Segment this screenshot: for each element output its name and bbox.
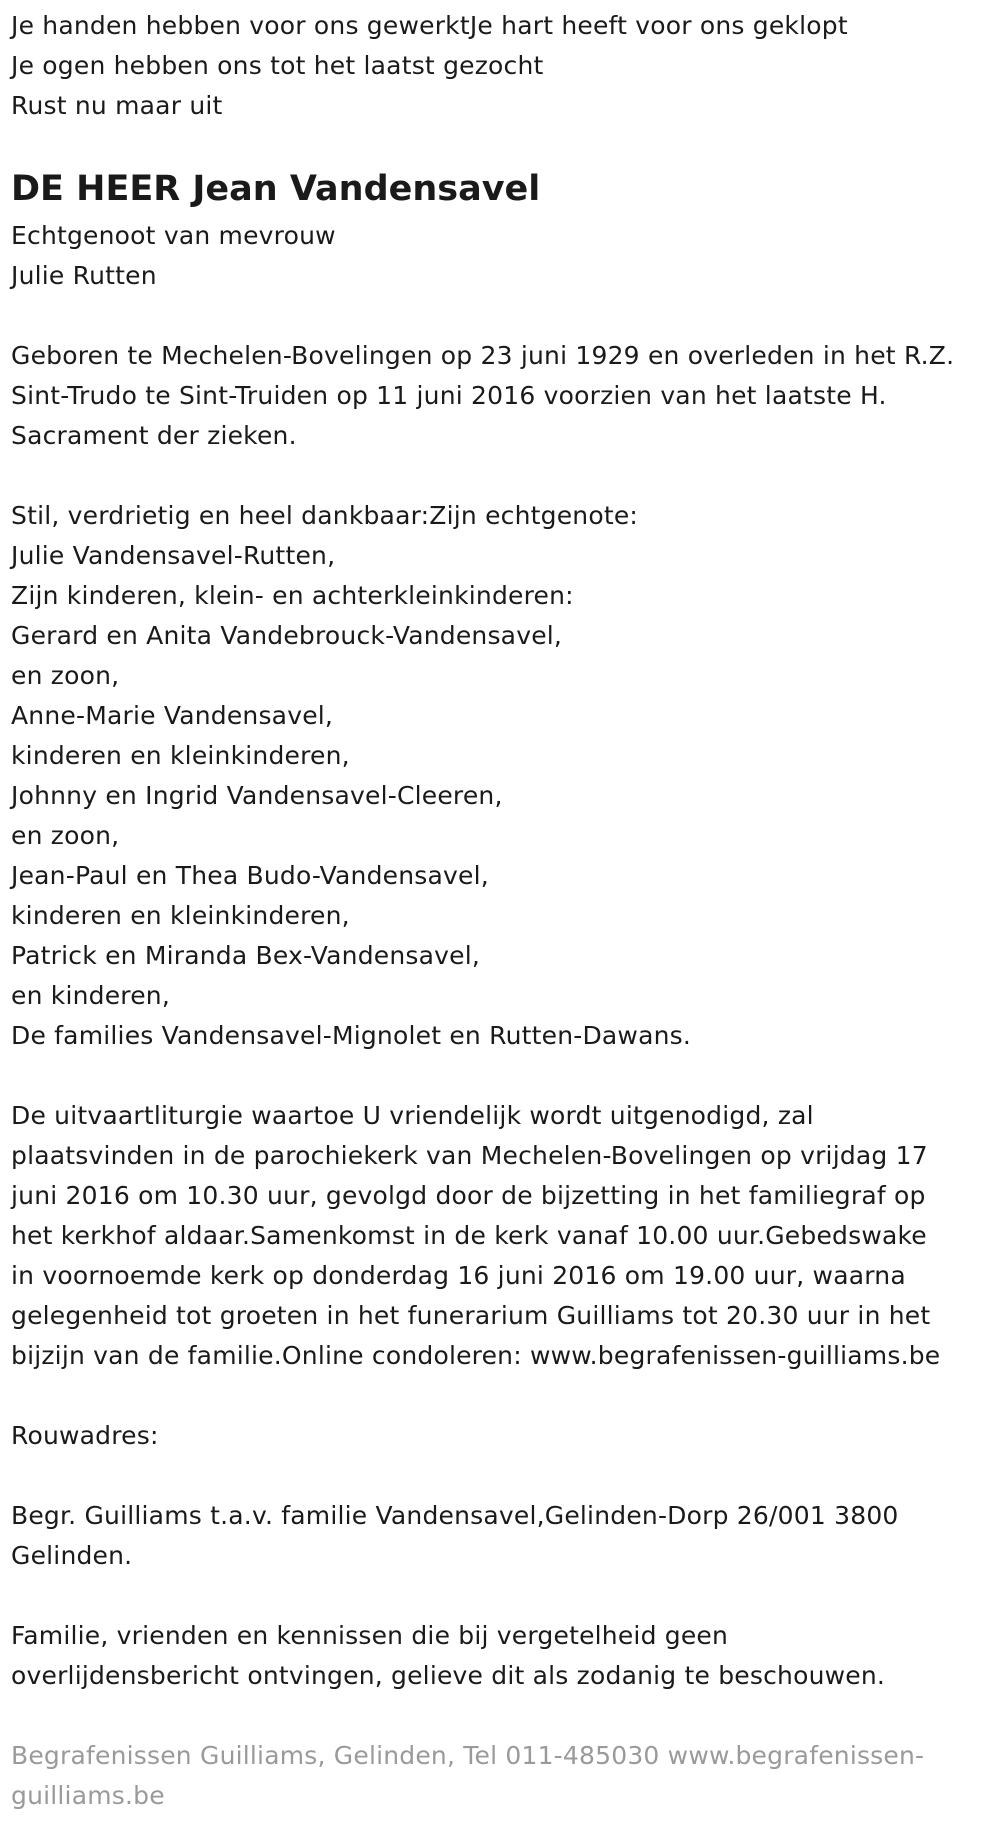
notice-line: Familie, vrienden en kennissen die bij vergetelheid geen — [11, 1621, 729, 1650]
birth-death-line: Sint-Trudo te Sint-Truiden op 11 juni 2016 voorzien van het laatste H. — [11, 381, 887, 410]
notice-line: overlijdensbericht ontvingen, gelieve dit als zodanig te beschouwen. — [11, 1661, 886, 1690]
birth-death-line: Sacrament der zieken. — [11, 421, 297, 450]
family-line: Gerard en Anita Vandebrouck-Vandensavel, — [11, 621, 563, 650]
address-label: Rouwadres: — [11, 1421, 159, 1450]
family-line: en kinderen, — [11, 981, 170, 1010]
family-line: kinderen en kleinkinderen, — [11, 901, 350, 930]
family-line: en zoon, — [11, 661, 120, 690]
spouse-line: Julie Rutten — [11, 261, 157, 290]
funeral-line: juni 2016 om 10.30 uur, gevolgd door de bijzetting in het familiegraf op — [11, 1181, 926, 1210]
address-line: Begr. Guilliams t.a.v. familie Vandensavel,Gelinden-Dorp 26/001 3800 — [11, 1501, 899, 1530]
family-line: en zoon, — [11, 821, 120, 850]
family-line: kinderen en kleinkinderen, — [11, 741, 350, 770]
family-line: Jean-Paul en Thea Budo-Vandensavel, — [11, 861, 489, 890]
footer-line: Begrafenissen Guilliams, Gelinden, Tel 011-485030 www.begrafenissen- — [11, 1741, 925, 1770]
family-line: Julie Vandensavel-Rutten, — [11, 541, 336, 570]
funeral-line: De uitvaartliturgie waartoe U vriendelijk wordt uitgenodigd, zal — [11, 1101, 814, 1130]
funeral-line: in voornoemde kerk op donderdag 16 juni 2016 om 19.00 uur, waarna — [11, 1261, 906, 1290]
address-line: Gelinden. — [11, 1541, 133, 1570]
deceased-title: DE HEER Jean Vandensavel — [11, 169, 541, 209]
address-block — [11, 1496, 996, 1576]
funeral-line: bijzijn van de familie.Online condoleren: www.begrafenissen-guilliams.be — [11, 1341, 941, 1370]
notice-paragraph — [11, 1616, 996, 1696]
birth-death-paragraph — [11, 336, 996, 456]
footer-line: guilliams.be — [11, 1781, 165, 1810]
funeral-paragraph — [11, 1096, 996, 1376]
family-line: Patrick en Miranda Bex-Vandensavel, — [11, 941, 481, 970]
spouse-block — [11, 216, 996, 296]
obituary-document — [11, 6, 996, 1816]
family-line: Johnny en Ingrid Vandensavel-Cleeren, — [11, 781, 503, 810]
spouse-line: Echtgenoot van mevrouw — [11, 221, 336, 250]
family-line: Anne-Marie Vandensavel, — [11, 701, 334, 730]
poem-line: Rust nu maar uit — [11, 91, 223, 120]
family-list — [11, 496, 996, 1056]
family-line: Zijn kinderen, klein- en achterkleinkinderen: — [11, 581, 574, 610]
funeral-line: het kerkhof aldaar.Samenkomst in de kerk vanaf 10.00 uur.Gebedswake — [11, 1221, 927, 1250]
poem — [11, 6, 996, 126]
family-line: Stil, verdrietig en heel dankbaar:Zijn echtgenote: — [11, 501, 639, 530]
funeral-line: gelegenheid tot groeten in het funerarium Guilliams tot 20.30 uur in het — [11, 1301, 931, 1330]
footer-credit — [11, 1736, 996, 1816]
family-line: De families Vandensavel-Mignolet en Rutten-Dawans. — [11, 1021, 692, 1050]
poem-line: Je ogen hebben ons tot het laatst gezocht — [11, 51, 544, 80]
birth-death-line: Geboren te Mechelen-Bovelingen op 23 juni 1929 en overleden in het R.Z. — [11, 341, 955, 370]
poem-line: Je handen hebben voor ons gewerktJe hart heeft voor ons geklopt — [11, 11, 848, 40]
funeral-line: plaatsvinden in de parochiekerk van Mechelen-Bovelingen op vrijdag 17 — [11, 1141, 928, 1170]
